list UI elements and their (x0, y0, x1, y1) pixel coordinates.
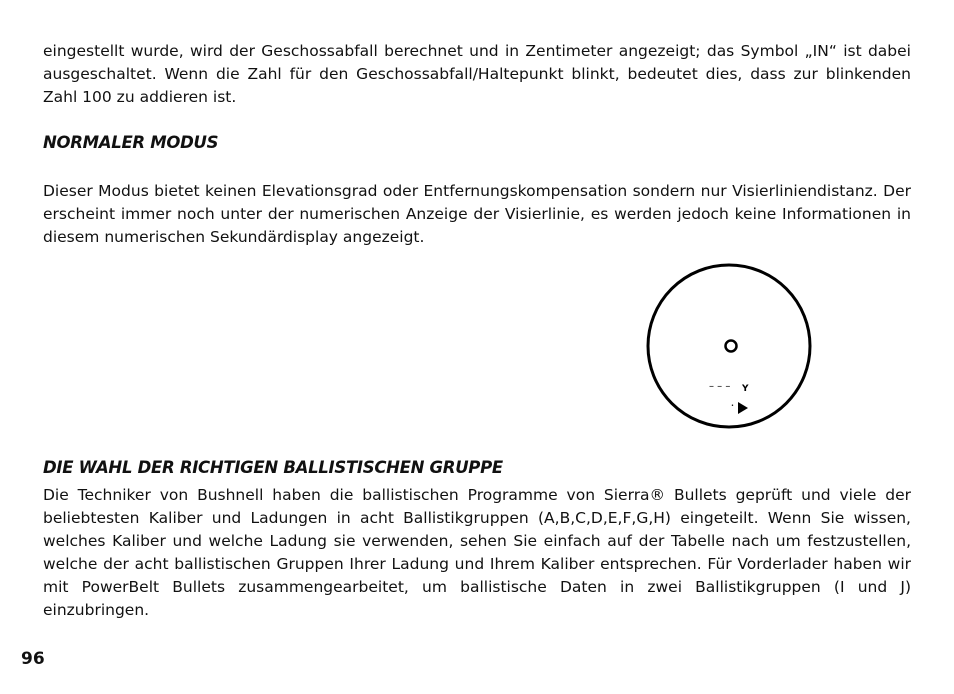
aim-circle-icon (726, 341, 737, 352)
page-number: 96 (21, 649, 45, 669)
heading-normaler-modus: NORMALER MODUS (43, 133, 219, 152)
display-dashes: – – – (709, 381, 731, 392)
normal-mode-paragraph: Dieser Modus bietet keinen Elevationsgrad oder Entfernungskompensation sondern nur Visierliniendistanz. Der erscheint immer noch unter der numerischen Anzeige der Visierlinie, es werden jedoch keine Informationen in diesem numerischen Sekundärdisplay angezeigt. (43, 182, 911, 246)
display-small-mark: • (731, 403, 734, 409)
display-unit-yards: Y (742, 384, 749, 394)
heading-ballistic-group: DIE WAHL DER RICHTIGEN BALLISTISCHEN GRUPPE (43, 458, 503, 477)
intro-paragraph: eingestellt wurde, wird der Geschossabfall berechnet und in Zentimeter angezeigt; das Symbol „IN“ ist dabei ausgeschaltet. Wenn die Zahl für den Geschossabfall/Haltepunkt blinkt, bedeutet dies, dass zur blinkenden Zahl 100 zu addieren ist. (43, 42, 911, 106)
rangefinder-display-figure (645, 262, 815, 432)
play-arrow-icon (738, 402, 748, 414)
display-outline-circle (648, 265, 810, 427)
ballistic-group-paragraph: Die Techniker von Bushnell haben die ballistischen Programme von Sierra® Bullets geprüft und viele der beliebtesten Kaliber und Ladungen in acht Ballistikgruppen (A,B,C,D,E,F,G,H) eingeteilt. Wenn Sie wissen, welches Kaliber und welche Ladung sie verwenden, sehen Sie einfach auf der Tabelle nach um festzustellen, welche der acht ballistischen Gruppen Ihrer Ladung und Ihrem Kaliber entsprechen. Für Vorderlader haben wir mit PowerBelt Bullets zusammengearbeitet, um ballistische Daten in zwei Ballistikgruppen (I und J) einzubringen. (43, 486, 911, 619)
